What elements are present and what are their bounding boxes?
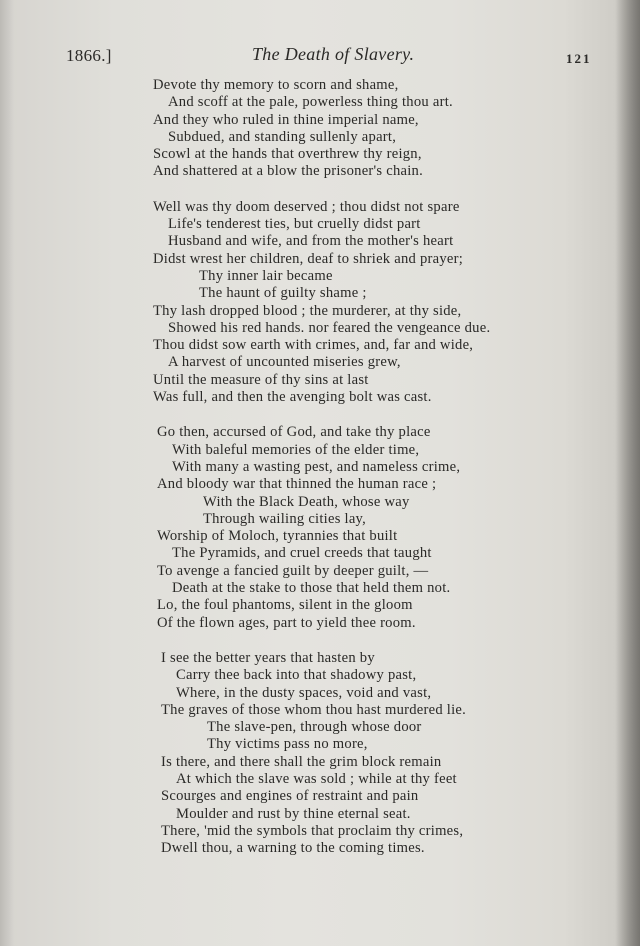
- poem-line: The graves of those whom thou hast murdered lie.: [161, 701, 467, 718]
- poem-line: Was full, and then the avenging bolt was cast.: [153, 389, 432, 406]
- poem-line: Well was thy doom deserved ; thou didst not spare: [153, 198, 460, 215]
- poem-line: To avenge a fancied guilt by deeper guilt, —: [157, 562, 429, 579]
- stanza-3: [0, 424, 640, 632]
- poem-line: And they who ruled in thine imperial name,: [153, 111, 419, 128]
- poem-line: Thou didst sow earth with crimes, and, far and wide,: [153, 337, 474, 354]
- poem-line: Life's tenderest ties, but cruelly didst part: [168, 216, 421, 233]
- poem-line: Devote thy memory to scorn and shame,: [153, 77, 399, 93]
- poem-line: The Pyramids, and cruel creeds that taught: [172, 545, 432, 562]
- poem-line: Worship of Moloch, tyrannies that built: [157, 528, 398, 545]
- poem-line: Showed his red hands. nor feared the vengeance due.: [168, 319, 491, 336]
- poem-line: At which the slave was sold ; while at thy feet: [176, 770, 457, 787]
- poem-line: Husband and wife, and from the mother's heart: [168, 233, 454, 250]
- poem-line: Through wailing cities lay,: [203, 510, 367, 527]
- stanza-4: [0, 650, 640, 858]
- poem-line: And scoff at the pale, powerless thing thou art.: [168, 94, 453, 111]
- running-head: [0, 42, 640, 72]
- poem-line: Carry thee back into that shadowy past,: [176, 667, 417, 684]
- poem-line: Didst wrest her children, deaf to shriek and prayer;: [153, 250, 464, 267]
- poem-line: Until the measure of thy sins at last: [153, 371, 369, 388]
- stanza-1: [0, 77, 640, 181]
- poem-line: Lo, the foul phantoms, silent in the gloom: [157, 597, 413, 614]
- poem-line: Thy victims pass no more,: [207, 736, 368, 753]
- poem-line: With baleful memories of the elder time,: [172, 441, 420, 458]
- poem-line: Death at the stake to those that held them not.: [172, 580, 451, 597]
- stanza-2: [0, 199, 640, 407]
- poem-line: And bloody war that thinned the human race ;: [157, 476, 437, 493]
- poem-line: Go then, accursed of God, and take thy place: [157, 424, 431, 441]
- poem-line: The haunt of guilty shame ;: [199, 285, 367, 302]
- poem-line: Scowl at the hands that overthrew thy reign,: [153, 146, 422, 163]
- poem-line: Moulder and rust by thine eternal seat.: [176, 805, 411, 822]
- year-label: 1866.]: [66, 46, 112, 65]
- poem-line: Of the flown ages, part to yield thee room.: [157, 614, 416, 631]
- poem-body: [0, 77, 640, 857]
- poem-line: Where, in the dusty spaces, void and vast,: [176, 684, 432, 701]
- poem-line: The slave-pen, through whose door: [207, 719, 422, 736]
- page-number: 121: [566, 51, 592, 66]
- poem-line: There, 'mid the symbols that proclaim thy crimes,: [161, 822, 464, 839]
- poem-line: Scourges and engines of restraint and pain: [161, 788, 419, 805]
- poem-line: Thy inner lair became: [199, 267, 333, 284]
- poem-line: Subdued, and standing sullenly apart,: [168, 128, 397, 145]
- poem-line: With many a wasting pest, and nameless crime,: [172, 458, 461, 475]
- page-title: The Death of Slavery.: [252, 44, 415, 64]
- poem-line: Dwell thou, a warning to the coming times.: [161, 840, 425, 857]
- poem-line: A harvest of uncounted miseries grew,: [168, 354, 401, 371]
- poem-line: I see the better years that hasten by: [161, 649, 375, 666]
- poem-line: With the Black Death, whose way: [203, 493, 410, 510]
- poem-line: Thy lash dropped blood ; the murderer, at thy side,: [153, 302, 462, 319]
- poem-line: And shattered at a blow the prisoner's chain.: [153, 163, 424, 180]
- poem-line: Is there, and there shall the grim block remain: [161, 753, 442, 770]
